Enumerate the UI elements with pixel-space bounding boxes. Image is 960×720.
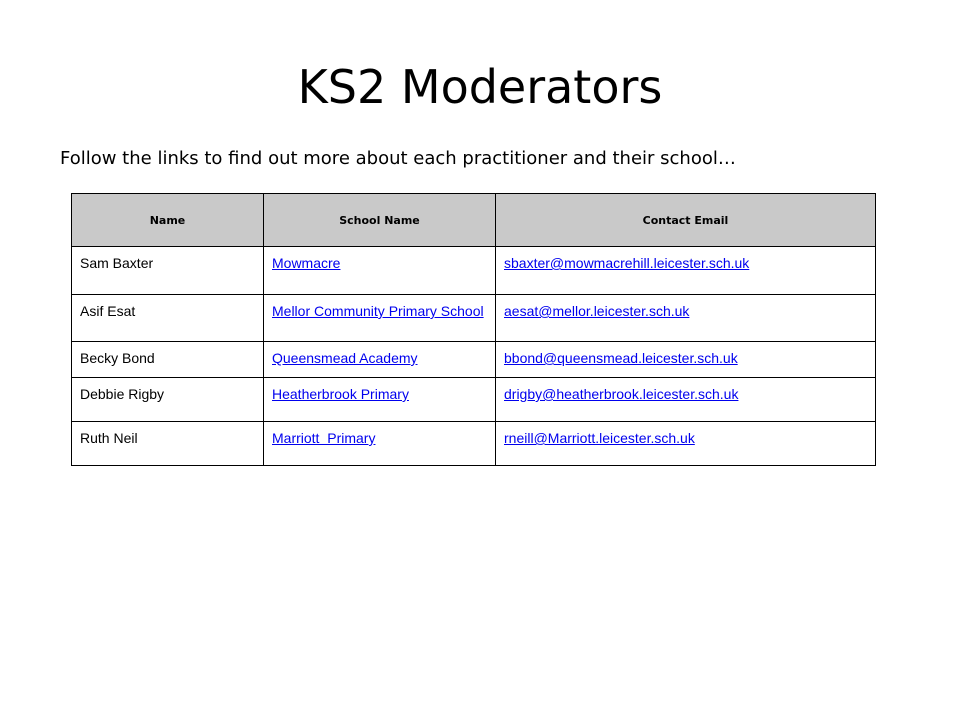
cell-school — [264, 378, 496, 422]
school-link[interactable]: Marriott Primary — [272, 430, 376, 446]
cell-name: Sam Baxter — [72, 247, 264, 295]
email-link[interactable]: bbond@queensmead.leicester.sch.uk — [504, 350, 738, 366]
school-link[interactable]: Mellor Community Primary School — [272, 303, 484, 319]
cell-email — [496, 378, 876, 422]
table-row — [72, 247, 876, 295]
email-link[interactable]: sbaxter@mowmacrehill.leicester.sch.uk — [504, 255, 750, 271]
table-header-row — [72, 194, 876, 247]
cell-email — [496, 342, 876, 378]
table-row — [72, 342, 876, 378]
school-link[interactable]: Mowmacre — [272, 255, 341, 271]
page-title: KS2 Moderators — [297, 60, 663, 114]
cell-school — [264, 295, 496, 342]
cell-name: Asif Esat — [72, 295, 264, 342]
cell-school — [264, 342, 496, 378]
email-link[interactable]: drigby@heatherbrook.leicester.sch.uk — [504, 386, 739, 402]
cell-email — [496, 422, 876, 466]
cell-email — [496, 295, 876, 342]
header-name: Name — [72, 194, 264, 247]
school-link[interactable]: Heatherbrook Primary — [272, 386, 409, 402]
table-row — [72, 378, 876, 422]
email-link[interactable]: rneill@Marriott.leicester.sch.uk — [504, 430, 695, 446]
cell-name: Becky Bond — [72, 342, 264, 378]
school-link[interactable]: Queensmead Academy — [272, 350, 418, 366]
email-link[interactable]: aesat@mellor.leicester.sch.uk — [504, 303, 690, 319]
cell-school — [264, 247, 496, 295]
header-school-name: School Name — [264, 194, 496, 247]
page-subtitle: Follow the links to find out more about each practitioner and their school… — [60, 148, 736, 169]
header-contact-email: Contact Email — [496, 194, 876, 247]
moderators-table — [71, 193, 876, 466]
cell-school — [264, 422, 496, 466]
table-row — [72, 295, 876, 342]
table-row — [72, 422, 876, 466]
cell-name: Ruth Neil — [72, 422, 264, 466]
cell-email — [496, 247, 876, 295]
cell-name: Debbie Rigby — [72, 378, 264, 422]
